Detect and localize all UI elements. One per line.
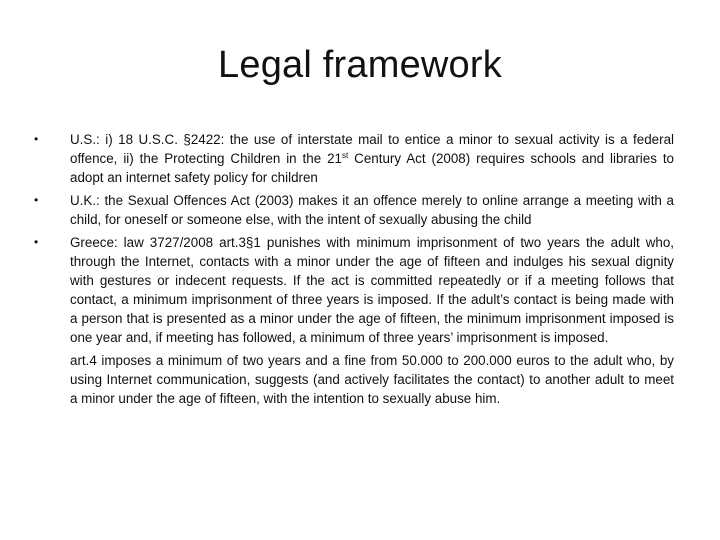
bullet-list <box>34 130 674 408</box>
bullet-text-us-part2: Century Act (2008) requires schools and libraries to adopt an internet safety policy for children <box>70 151 675 185</box>
bullet-item-us <box>34 130 674 187</box>
bullet-text-us-part1: U.S.: i) 18 U.S.C. §2422: the use of interstate mail to entice a minor to sexual activity is a federal offence, ii) the Protecting Children in the 21 <box>70 132 674 166</box>
bullet-text-greece: Greece: law 3727/2008 art.3§1 punishes with minimum imprisonment of two years the adult who, through the Internet, contacts with a minor under the age of fifteen and indulges his sexual dignity with gestures or indecent requests. If the act is committed repeatedly or if a meeting follows that contact, a minimum imprisonment of three years is imposed. If the adult’s contact is being made with a person that is presented as a minor under the age of fifteen, the minimum imprisonment imposed is one year and, if meeting has followed, a minimum of three years’ imprisonment is imposed. <box>70 235 674 345</box>
bullet-item-uk <box>34 191 674 229</box>
bullet-icon: • <box>34 235 39 249</box>
slide-title: Legal framework <box>218 44 502 86</box>
bullet-item-greece <box>34 233 674 347</box>
continuation-text: art.4 imposes a minimum of two years and a fine from 50.000 to 200.000 euros to the adult who, by using Internet communication, suggests (and actively facilitates the contact) to another adult to meet a minor under the age of fifteen, with the intention to sexually abuse him. <box>70 353 674 406</box>
superscript-st: st <box>342 151 349 160</box>
bullet-icon: • <box>34 193 39 207</box>
bullet-icon: • <box>34 132 39 146</box>
continuation-paragraph <box>34 351 674 408</box>
bullet-text-uk: U.K.: the Sexual Offences Act (2003) makes it an offence merely to online arrange a meeting with a child, for oneself or someone else, with the intent of sexually abusing the child <box>70 193 674 227</box>
